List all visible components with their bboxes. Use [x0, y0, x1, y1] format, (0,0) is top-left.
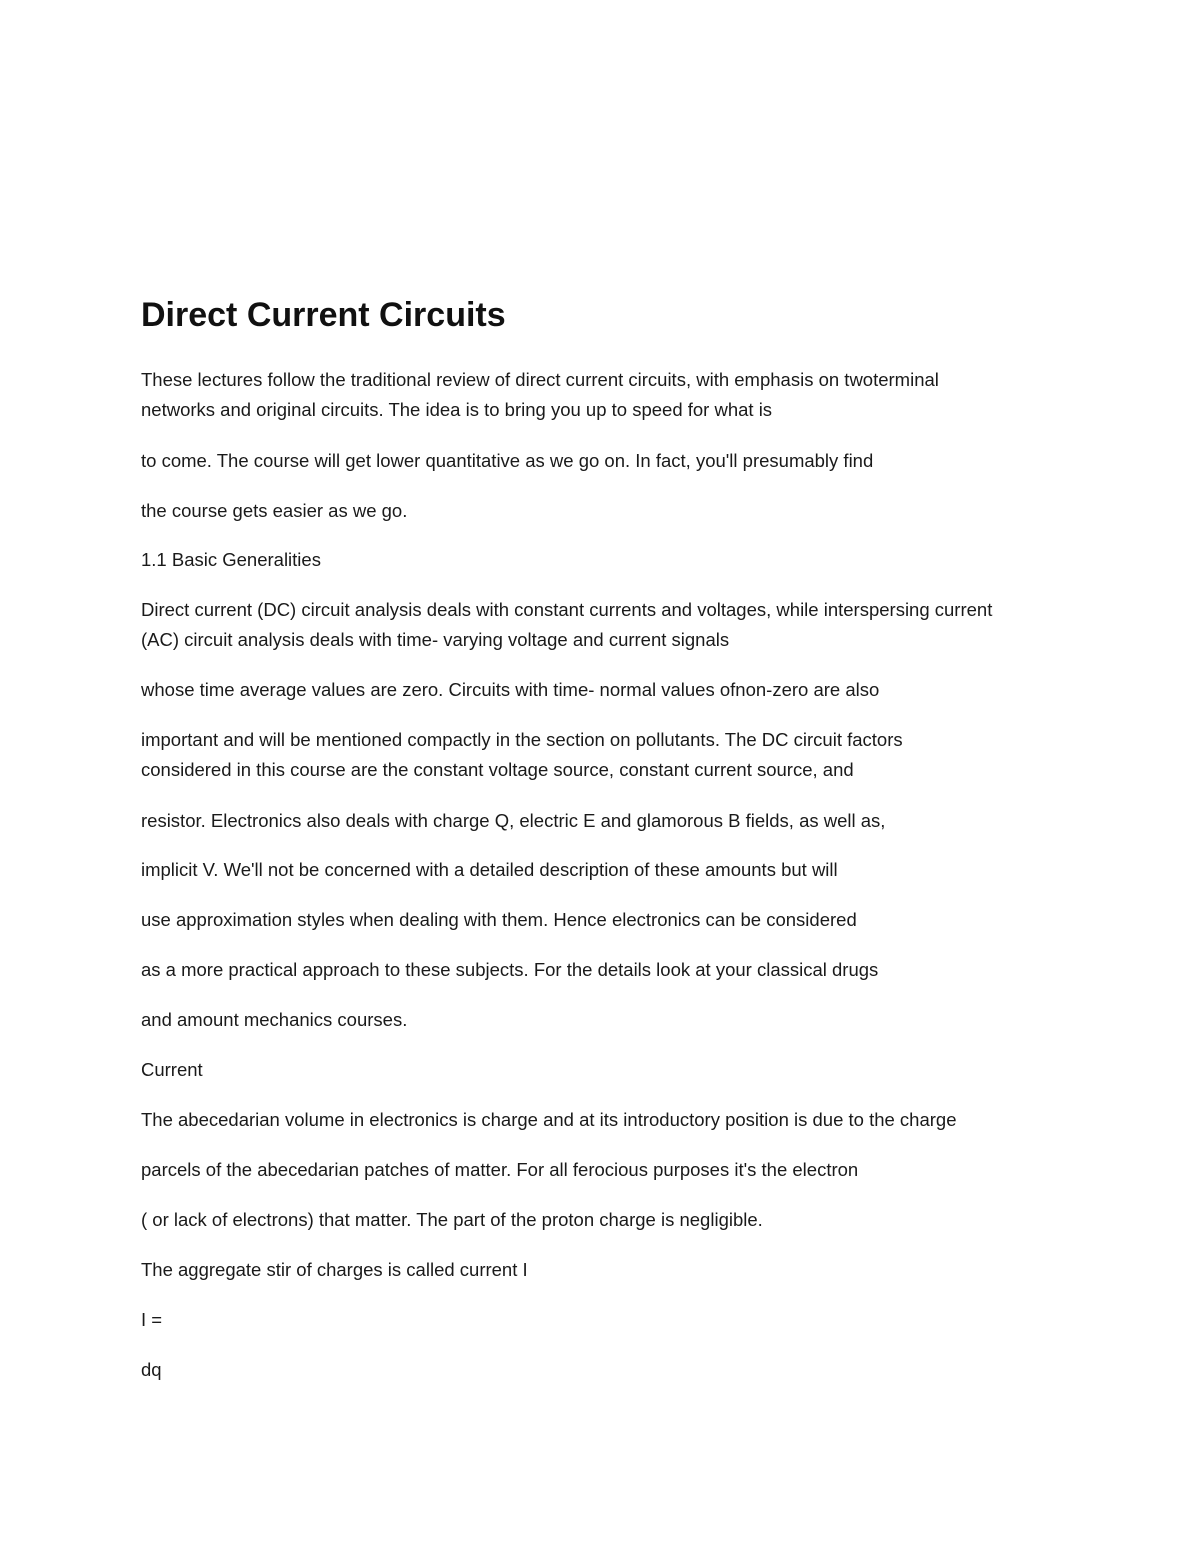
paragraph-line: whose time average values are zero. Circuits with time- normal values ofnon-zero are also — [141, 679, 880, 700]
subsection-heading: Current — [141, 1059, 203, 1080]
formula-line: I = — [141, 1309, 163, 1330]
paragraph-line: to come. The course will get lower quantitative as we go on. In fact, you'll presumably find — [141, 450, 874, 471]
section-heading: 1.1 Basic Generalities — [141, 549, 321, 570]
paragraph-line: important and will be mentioned compactly in the section on pollutants. The DC circuit factors — [141, 729, 903, 750]
paragraph-line: parcels of the abecedarian patches of matter. For all ferocious purposes it's the electron — [141, 1159, 859, 1180]
paragraph-line: These lectures follow the traditional review of direct current circuits, with emphasis on twoterminal — [141, 369, 939, 390]
paragraph-line: (AC) circuit analysis deals with time- varying voltage and current signals — [141, 629, 730, 650]
paragraph-line: Direct current (DC) circuit analysis deals with constant currents and voltages, while interspersing current — [141, 599, 993, 620]
paragraph-line: use approximation styles when dealing with them. Hence electronics can be considered — [141, 909, 857, 930]
paragraph-line: as a more practical approach to these subjects. For the details look at your classical drugs — [141, 959, 879, 980]
paragraph-line: considered in this course are the constant voltage source, constant current source, and — [141, 759, 854, 780]
document-title: Direct Current Circuits — [141, 296, 506, 334]
paragraph-line: and amount mechanics courses. — [141, 1009, 408, 1030]
paragraph-line: implicit V. We'll not be concerned with a detailed description of these amounts but will — [141, 859, 838, 880]
paragraph-line: the course gets easier as we go. — [141, 500, 408, 521]
paragraph-line: resistor. Electronics also deals with charge Q, electric E and glamorous B fields, as well as, — [141, 810, 886, 831]
paragraph-line: The aggregate stir of charges is called current I — [141, 1259, 528, 1280]
paragraph-line: networks and original circuits. The idea is to bring you up to speed for what is — [141, 399, 773, 420]
formula-line: dq — [141, 1359, 162, 1380]
paragraph-line: ( or lack of electrons) that matter. The part of the proton charge is negligible. — [141, 1209, 763, 1230]
paragraph-line: The abecedarian volume in electronics is charge and at its introductory position is due to the charge — [141, 1109, 957, 1130]
